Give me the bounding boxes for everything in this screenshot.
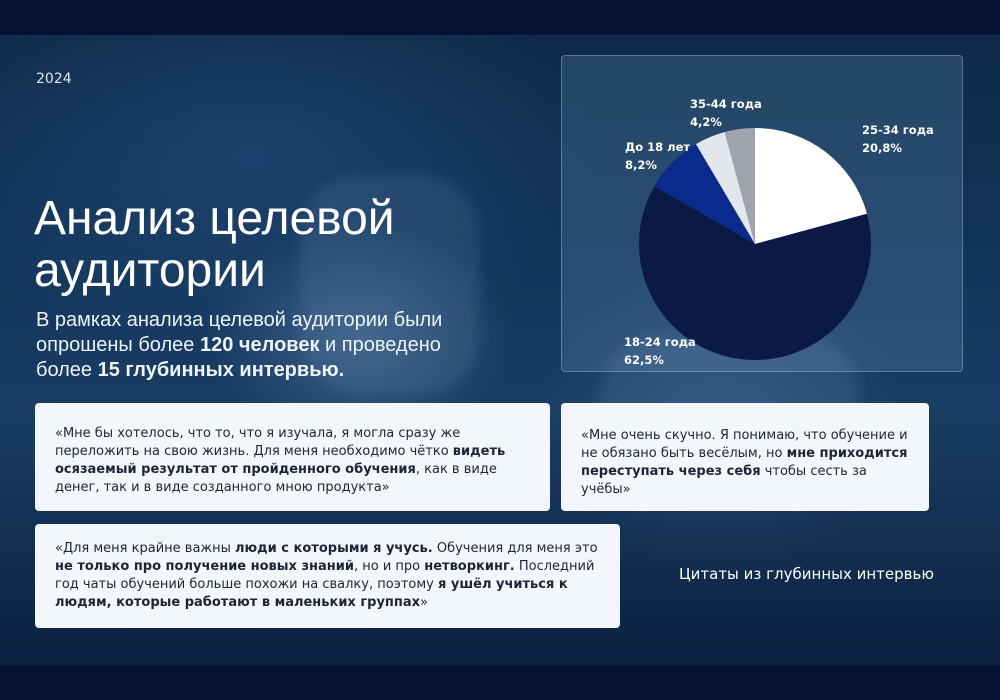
slide-background xyxy=(0,35,1000,665)
pie-value-5: 4,2% xyxy=(690,115,722,129)
pie-chart xyxy=(562,56,962,371)
quote3-text-4: Последний год чаты обучений больше похожи на свалку, поэтому xyxy=(55,559,595,592)
page-title xyxy=(34,193,514,297)
quote3-text-1: «Для меня крайне важны xyxy=(55,541,236,556)
title-line-1: Анализ целевой xyxy=(34,192,395,245)
quote-card-1 xyxy=(35,403,550,511)
quote2-text-2: чтобы сесть за учёбы» xyxy=(581,464,867,497)
pie-value-1: 20,8% xyxy=(862,141,902,155)
quote2-bold-1: мне приходится переступать через себя xyxy=(581,446,908,479)
quote1-text-1: «Мне бы хотелось, что то, что я изучала, я могла сразу же переложить на свою жизнь. Для меня необходимо чётко xyxy=(55,426,461,459)
quote3-text-5: » xyxy=(420,595,429,610)
pie-label-2: 18-24 года xyxy=(624,335,696,349)
quote-card-2 xyxy=(561,403,929,511)
pie-value-3: 8,2% xyxy=(625,158,657,172)
quote3-text-2: Обучения для меня это xyxy=(432,541,598,556)
pie-label-3: До 18 лет xyxy=(625,140,691,154)
quote3-text-3: , но и про xyxy=(353,559,425,574)
lead-bold-1: 120 человек xyxy=(199,334,320,356)
lead-paragraph xyxy=(36,308,496,383)
quotes-caption: Цитаты из глубинных интервью xyxy=(679,565,934,583)
pie-value-2: 62,5% xyxy=(624,353,664,367)
lead-text-2: и проведено более xyxy=(36,334,441,381)
lead-bold-2: 15 глубинных интервью. xyxy=(97,359,345,381)
quote3-bold-1: люди с которыми я учусь. xyxy=(235,541,433,556)
title-line-2: аудитории xyxy=(34,244,266,297)
lead-text-1: В рамках анализа целевой аудитории были опрошены более xyxy=(36,309,443,356)
quote3-bold-3: нетворкинг. xyxy=(424,559,515,574)
pie-label-1: 25-34 года xyxy=(862,123,934,137)
pie-chart-panel xyxy=(561,55,963,372)
quote3-bold-2: не только про получение новых знаний xyxy=(55,559,354,574)
quote1-bold-1: видеть осязаемый результат от пройденного обучения xyxy=(55,444,506,477)
quote2-text-1: «Мне очень скучно. Я понимаю, что обучение и не обязано быть весёлым, но xyxy=(581,428,908,461)
pie-label-5: 35-44 года xyxy=(690,97,762,111)
quote1-text-2: , как в виде денег, так и в виде созданного мною продукта» xyxy=(55,462,497,495)
year-label: 2024 xyxy=(36,71,72,87)
quote3-bold-4: я ушёл учиться к людям, которые работают в маленьких группах xyxy=(55,577,568,610)
quote-card-3 xyxy=(35,524,620,628)
